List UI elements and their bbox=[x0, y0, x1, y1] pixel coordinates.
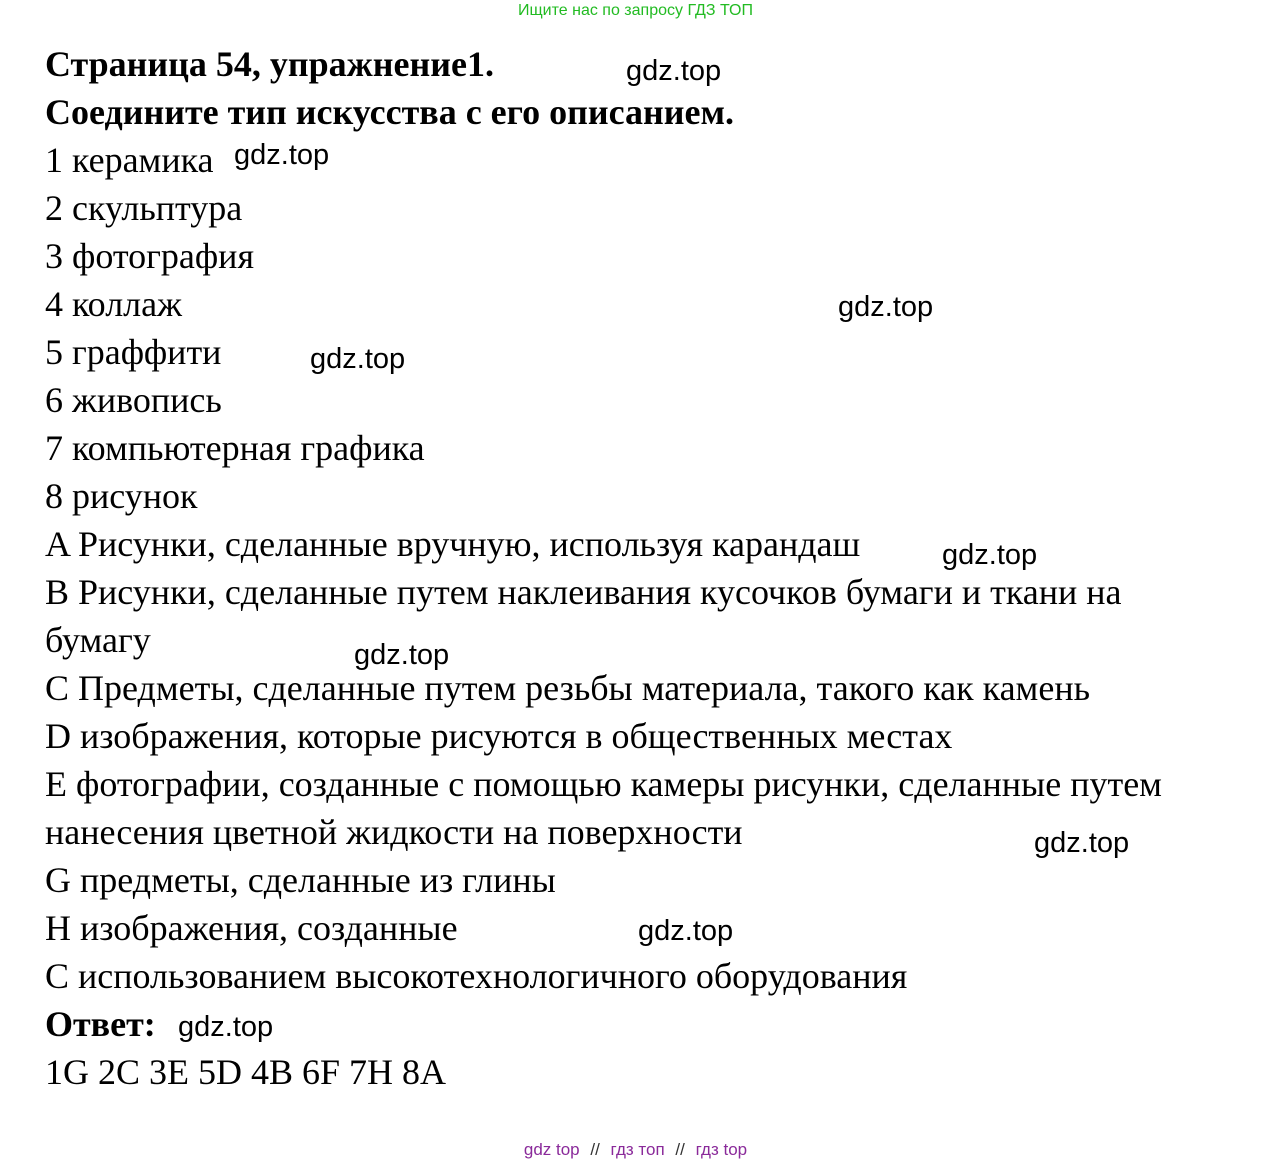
description-line: С использованием высокотехнологичного оборудования bbox=[45, 956, 908, 996]
description-line: C Предметы, сделанные путем резьбы материала, такого как камень bbox=[45, 668, 1091, 708]
list-item: 8 рисунок bbox=[45, 476, 198, 516]
footer-links bbox=[0, 1139, 1271, 1161]
footer-link[interactable]: гдз top bbox=[695, 1140, 748, 1159]
list-item: 4 коллаж bbox=[45, 284, 182, 324]
footer-separator: // bbox=[590, 1140, 600, 1159]
list-item: 7 компьютерная графика bbox=[45, 428, 425, 468]
watermark: gdz.top bbox=[234, 139, 330, 171]
description-line: E фотографии, созданные с помощью камеры рисунки, сделанные путем bbox=[45, 764, 1162, 804]
description-line: нанесения цветной жидкости на поверхности bbox=[45, 812, 743, 852]
top-banner-link[interactable]: Ищите нас по запросу ГДЗ ТОП bbox=[518, 2, 753, 19]
exercise-title: Страница 54, упражнение1. bbox=[45, 44, 494, 84]
list-item: 3 фотография bbox=[45, 236, 255, 276]
footer-separator: // bbox=[675, 1140, 685, 1159]
exercise-instruction: Соедините тип искусства с его описанием. bbox=[45, 92, 734, 132]
description-line: G предметы, сделанные из глины bbox=[45, 860, 556, 900]
description-line: B Рисунки, сделанные путем наклеивания кусочков бумаги и ткани на bbox=[45, 572, 1122, 612]
watermark: gdz.top bbox=[626, 55, 722, 87]
list-item: 1 керамика bbox=[45, 140, 214, 180]
list-item: 2 скульптура bbox=[45, 188, 243, 228]
description-line: D изображения, которые рисуются в общественных местах bbox=[45, 716, 953, 756]
answer-text: 1G 2C 3E 5D 4B 6F 7H 8A bbox=[45, 1052, 447, 1092]
watermark: gdz.top bbox=[310, 343, 406, 375]
watermark: gdz.top bbox=[354, 639, 450, 671]
list-item: 5 граффити bbox=[45, 332, 222, 372]
watermark: gdz.top bbox=[838, 291, 934, 323]
footer-link[interactable]: gdz top bbox=[523, 1140, 580, 1159]
watermark: gdz.top bbox=[178, 1011, 274, 1043]
watermark: gdz.top bbox=[1034, 827, 1130, 859]
description-line: A Рисунки, сделанные вручную, используя карандаш bbox=[45, 524, 861, 564]
description-line: бумагу bbox=[45, 620, 151, 660]
list-item: 6 живопись bbox=[45, 380, 222, 420]
description-line: H изображения, созданные bbox=[45, 908, 458, 948]
watermark: gdz.top bbox=[638, 915, 734, 947]
watermark: gdz.top bbox=[942, 539, 1038, 571]
footer-link[interactable]: гдз топ bbox=[610, 1140, 665, 1159]
answer-label: Ответ: bbox=[45, 1004, 156, 1044]
